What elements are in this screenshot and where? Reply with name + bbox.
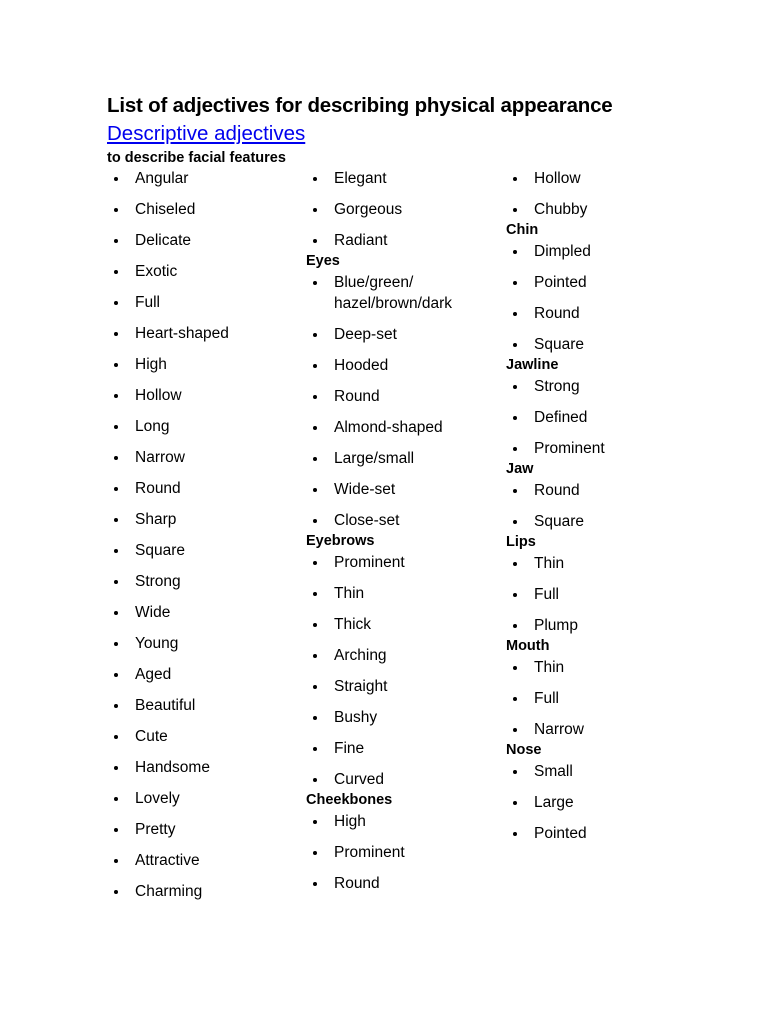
- list-item: Pointed: [506, 272, 696, 293]
- descriptive-adjectives-link[interactable]: Descriptive adjectives: [107, 122, 306, 145]
- list-item: Long: [107, 416, 297, 437]
- column-3: [506, 168, 696, 854]
- jawline-heading: Jawline: [506, 357, 559, 373]
- list-item: Almond-shaped: [306, 417, 496, 438]
- list-item: Cute: [107, 726, 297, 747]
- list-item: Straight: [306, 676, 496, 697]
- list-item: Gorgeous: [306, 199, 496, 220]
- list-item: Arching: [306, 645, 496, 666]
- jaw-list: [506, 480, 696, 532]
- list-item: Handsome: [107, 757, 297, 778]
- nose-heading: Nose: [506, 742, 542, 758]
- general-list: [306, 168, 496, 251]
- lips-heading: Lips: [506, 534, 536, 550]
- list-item: Deep-set: [306, 324, 496, 345]
- list-item: Bushy: [306, 707, 496, 728]
- list-item: Dimpled: [506, 241, 696, 262]
- list-item: Curved: [306, 769, 496, 790]
- list-item: Full: [107, 292, 297, 313]
- list-item: Thick: [306, 614, 496, 635]
- list-item: Strong: [107, 571, 297, 592]
- list-item: Exotic: [107, 261, 297, 282]
- list-item: Heart-shaped: [107, 323, 297, 344]
- column-2: [306, 168, 496, 904]
- list-item: Angular: [107, 168, 297, 189]
- list-item: Thin: [506, 553, 696, 574]
- list-item: Attractive: [107, 850, 297, 871]
- list-item: Square: [506, 511, 696, 532]
- list-item: Fine: [306, 738, 496, 759]
- eyes-list: [306, 272, 496, 531]
- page-title: List of adjectives for describing physical appearance: [107, 94, 613, 117]
- list-item: Round: [107, 478, 297, 499]
- list-item: Strong: [506, 376, 696, 397]
- list-item: Full: [506, 584, 696, 605]
- list-item: Blue/green/ hazel/brown/dark: [306, 272, 484, 314]
- list-item: High: [107, 354, 297, 375]
- eyebrows-heading: Eyebrows: [306, 533, 375, 549]
- eyebrows-list: [306, 552, 496, 790]
- list-item: Small: [506, 761, 696, 782]
- list-item: Close-set: [306, 510, 496, 531]
- mouth-list: [506, 657, 696, 740]
- eyes-heading: Eyes: [306, 253, 340, 269]
- cheekbones-list: [306, 811, 496, 894]
- list-item: Delicate: [107, 230, 297, 251]
- list-item: Thin: [306, 583, 496, 604]
- lips-list: [506, 553, 696, 636]
- section-subtitle: to describe facial features: [107, 150, 286, 166]
- list-item: Beautiful: [107, 695, 297, 716]
- list-item: Pretty: [107, 819, 297, 840]
- cheek-list: [506, 168, 696, 220]
- list-item: Chubby: [506, 199, 696, 220]
- cheekbones-heading: Cheekbones: [306, 792, 393, 808]
- list-item: Radiant: [306, 230, 496, 251]
- list-item: Large: [506, 792, 696, 813]
- list-item: Round: [506, 480, 696, 501]
- list-item: Wide: [107, 602, 297, 623]
- chin-list: [506, 241, 696, 355]
- list-item: Round: [306, 386, 496, 407]
- list-item: Round: [306, 873, 496, 894]
- list-item: Narrow: [107, 447, 297, 468]
- list-item: Prominent: [506, 438, 696, 459]
- list-item: Wide-set: [306, 479, 496, 500]
- list-item: Chiseled: [107, 199, 297, 220]
- list-item: Hollow: [107, 385, 297, 406]
- list-item: Charming: [107, 881, 297, 902]
- list-item: Prominent: [306, 842, 496, 863]
- list-item: Thin: [506, 657, 696, 678]
- list-item: Aged: [107, 664, 297, 685]
- list-item: Prominent: [306, 552, 496, 573]
- adjective-columns: [107, 168, 727, 948]
- list-item: Square: [506, 334, 696, 355]
- list-item: Square: [107, 540, 297, 561]
- facial-features-list: [107, 168, 297, 902]
- jaw-heading: Jaw: [506, 461, 534, 477]
- column-1: [107, 168, 297, 912]
- list-item: Lovely: [107, 788, 297, 809]
- list-item: Defined: [506, 407, 696, 428]
- mouth-heading: Mouth: [506, 638, 550, 654]
- nose-list: [506, 761, 696, 844]
- list-item: Round: [506, 303, 696, 324]
- list-item: Hooded: [306, 355, 496, 376]
- document-page: [107, 92, 727, 948]
- list-item: Hollow: [506, 168, 696, 189]
- list-item: Elegant: [306, 168, 496, 189]
- jawline-list: [506, 376, 696, 459]
- list-item: High: [306, 811, 496, 832]
- list-item: Young: [107, 633, 297, 654]
- list-item: Full: [506, 688, 696, 709]
- chin-heading: Chin: [506, 222, 539, 238]
- list-item: Pointed: [506, 823, 696, 844]
- list-item: Plump: [506, 615, 696, 636]
- list-item: Narrow: [506, 719, 696, 740]
- list-item: Large/small: [306, 448, 496, 469]
- list-item: Sharp: [107, 509, 297, 530]
